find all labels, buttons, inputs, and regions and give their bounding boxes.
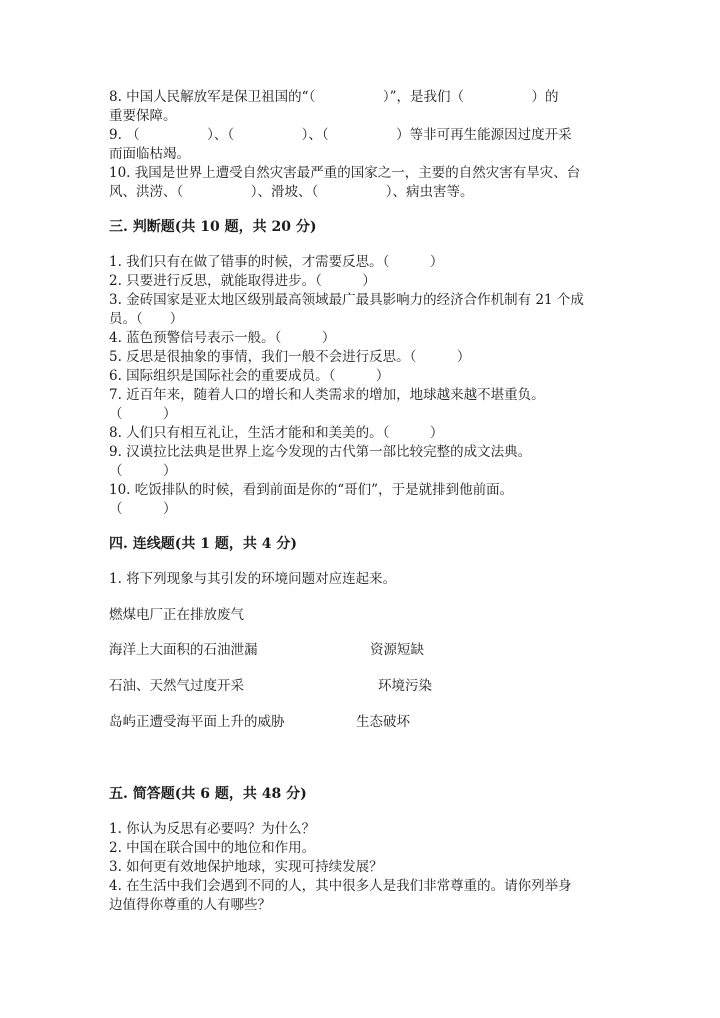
match-left-item-1: 燃煤电厂正在排放废气 [109, 607, 244, 623]
judge-q3-line2: 员。（ ） [109, 311, 184, 327]
judge-q5: 5. 反思是很抽象的事情，我们一般不会进行反思。（ ） [109, 349, 471, 365]
judge-q1: 1. 我们只有在做了错事的时候，才需要反思。（ ） [109, 254, 444, 270]
fill-q8-line2: 重要保障。 [109, 108, 177, 124]
judge-q7-line2: （ ） [109, 406, 177, 422]
match-left-item-3: 石油、天然气过度开采 [109, 678, 244, 694]
short-q1: 1. 你认为反思有必要吗？为什么？ [109, 821, 316, 837]
short-q4-line1: 4. 在生活中我们会遇到不同的人，其中很多人是我们非常尊重的。请你列举身 [109, 878, 572, 894]
fill-q10-line2: 风、洪涝、（ ）、滑坡、（ ）、病虫害等。 [109, 184, 474, 200]
match-left-item-2: 海洋上大面积的石油泄漏 [109, 642, 258, 658]
judge-q9-line2: （ ） [109, 463, 177, 479]
judge-q6: 6. 国际组织是国际社会的重要成员。（ ） [109, 368, 390, 384]
judge-q8: 8. 人们只有相互礼让，生活才能和和美美的。（ ） [109, 425, 444, 441]
judge-q9-line1: 9. 汉谟拉比法典是世界上迄今发现的古代第一部比较完整的成文法典。 [109, 444, 532, 460]
match-right-item-2: 环境污染 [378, 678, 432, 694]
fill-q9-line1: 9. （ ）、（ ）、（ ）等非可再生能源因过度开采 [109, 127, 572, 143]
judge-q2: 2. 只要进行反思，就能取得进步。（ ） [109, 273, 376, 289]
short-q2: 2. 中国在联合国中的地位和作用。 [109, 840, 316, 856]
judge-q10-line2: （ ） [109, 501, 177, 517]
judge-q3-line1: 3. 金砖国家是亚太地区级别最高领域最广最具影响力的经济合作机制有 21 个成 [109, 292, 584, 308]
fill-q9-line2: 而面临枯竭。 [109, 146, 190, 162]
section5-heading: 五. 简答题(共 6 题，共 48 分) [109, 786, 307, 802]
section4-heading: 四. 连线题(共 1 题，共 4 分) [109, 536, 297, 552]
fill-q10-line1: 10. 我国是世界上遭受自然灾害最严重的国家之一，主要的自然灾害有旱灾、台 [109, 165, 581, 181]
fill-q8-line1: 8. 中国人民解放军是保卫祖国的“（ ）”，是我们（ ）的 [109, 89, 559, 105]
match-right-item-3: 生态破坏 [356, 714, 410, 730]
match-question: 1. 将下列现象与其引发的环境问题对应连起来。 [109, 571, 397, 587]
judge-q7-line1: 7. 近百年来，随着人口的增长和人类需求的增加，地球越来越不堪重负。 [109, 387, 545, 403]
section3-heading: 三. 判断题(共 10 题，共 20 分) [109, 219, 317, 235]
judge-q10-line1: 10. 吃饭排队的时候，看到前面是你的“哥们”，于是就排到他前面。 [109, 482, 514, 498]
short-q3: 3. 如何更有效地保护地球，实现可持续发展？ [109, 859, 383, 875]
match-right-item-1: 资源短缺 [370, 642, 424, 658]
match-left-item-4: 岛屿正遭受海平面上升的威胁 [109, 714, 285, 730]
judge-q4: 4. 蓝色预警信号表示一般。（ ） [109, 330, 336, 346]
short-q4-line2: 边值得你尊重的人有哪些？ [109, 897, 271, 913]
